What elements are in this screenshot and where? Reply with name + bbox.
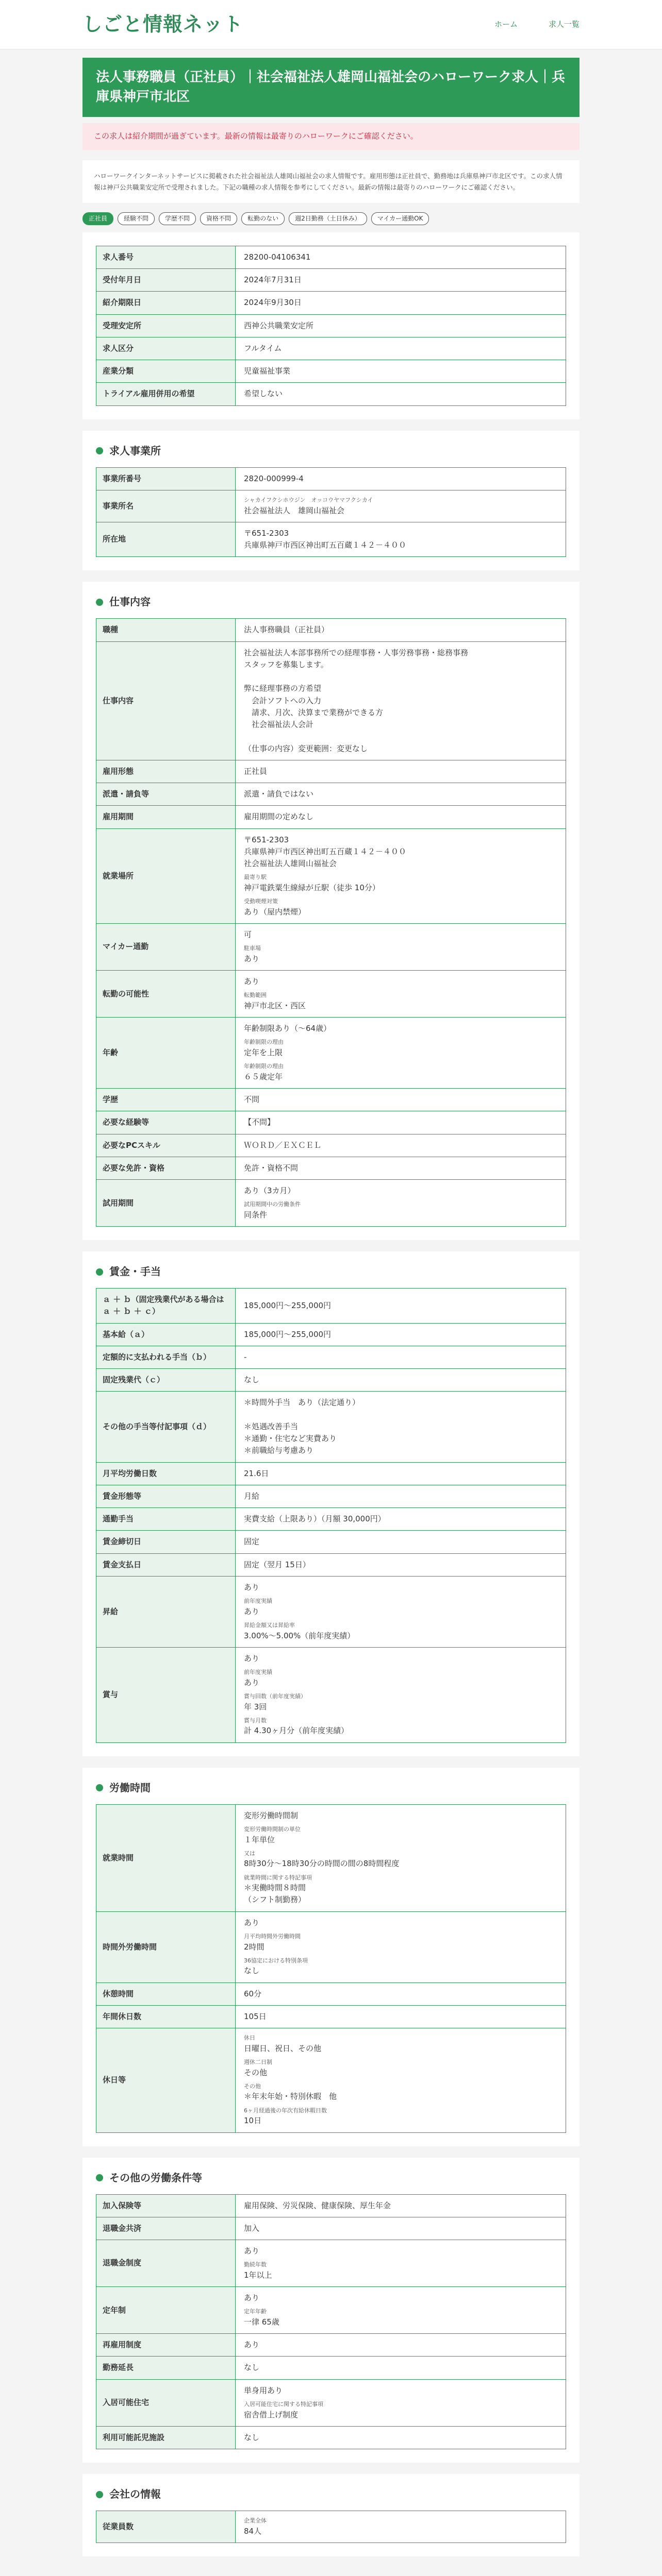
bullet-dot-icon xyxy=(96,2174,103,2181)
table-row xyxy=(96,971,566,1018)
row-value xyxy=(236,2379,566,2426)
bullet-dot-icon xyxy=(96,599,103,606)
table-row xyxy=(96,1804,566,1911)
row-value xyxy=(236,1911,566,1982)
bullet-dot-icon xyxy=(96,1268,103,1276)
field-value: 【不問】 xyxy=(244,1117,275,1127)
field-value: なし xyxy=(244,1966,260,1976)
table-row xyxy=(96,383,566,405)
row-value xyxy=(236,2334,566,2357)
field-value: 〒651-2303 兵庫県神戸市西区神出町五百蔵１４２－４００ 社会福祉法人雄岡山福祉会 xyxy=(244,835,407,869)
field-value: その他 xyxy=(244,2067,268,2077)
work-section xyxy=(82,582,580,1240)
summary-table xyxy=(96,246,566,406)
field-value: 単身用あり xyxy=(244,2385,283,2395)
field-value: 計 4.30ヶ月分（前年度実績） xyxy=(244,1726,349,1736)
row-label: 仕事内容 xyxy=(96,641,236,760)
field-value: あり xyxy=(244,2293,260,2303)
row-label: 入居可能住宅 xyxy=(96,2379,236,2426)
row-value xyxy=(236,467,566,490)
field-value: 神戸電鉄粟生線緑が丘駅（徒歩 10分） xyxy=(244,883,380,892)
row-label: 従業員数 xyxy=(96,2511,236,2543)
row-label: 必要な免許・資格 xyxy=(96,1157,236,1179)
tag: 転勤のない xyxy=(241,212,285,225)
field-sublabel: 36協定における特別条項 xyxy=(244,1957,308,1964)
table-row xyxy=(96,924,566,971)
row-label: 求人区分 xyxy=(96,337,236,360)
table-row xyxy=(96,1911,566,1982)
row-value xyxy=(236,2426,566,2449)
field-value: あり xyxy=(244,1582,260,1592)
row-label: 必要なPCスキル xyxy=(96,1134,236,1157)
table-row xyxy=(96,2357,566,2379)
row-label: 受理安定所 xyxy=(96,314,236,337)
row-label: 退職金共済 xyxy=(96,2217,236,2240)
table-row xyxy=(96,2379,566,2426)
row-label: 基本給（ａ） xyxy=(96,1323,236,1346)
field-value: 10日 xyxy=(244,2116,262,2126)
field-value: あり xyxy=(244,1606,260,1616)
field-value: １年単位 xyxy=(244,1835,275,1844)
field-value: あり xyxy=(244,1677,260,1687)
row-value xyxy=(236,806,566,828)
row-label: 時間外労働時間 xyxy=(96,1911,236,1982)
row-value xyxy=(236,619,566,641)
table-row xyxy=(96,2240,566,2287)
table-row xyxy=(96,2005,566,2028)
section-heading-text: 仕事内容 xyxy=(109,596,151,608)
row-value xyxy=(236,1157,566,1179)
field-value: 加入 xyxy=(244,2223,260,2233)
table-row xyxy=(96,1369,566,1392)
table-row xyxy=(96,1576,566,1647)
field-value: ６５歳定年 xyxy=(244,1072,283,1081)
row-value xyxy=(236,1982,566,2005)
row-label: トライアル雇用併用の希望 xyxy=(96,383,236,405)
field-value: 2時間 xyxy=(244,1942,264,1952)
row-value: フルタイム xyxy=(236,337,566,360)
field-value: 3.00%〜5.00%（前年度実績） xyxy=(244,1631,355,1640)
table-row xyxy=(96,619,566,641)
row-label: 転勤の可能性 xyxy=(96,971,236,1018)
field-sublabel: 年齢制限の理由 xyxy=(244,1063,284,1070)
expired-alert: この求人は紹介期間が過ぎています。最新の情報は最寄りのハローワークにご確認ください。 xyxy=(82,123,580,149)
row-label: 休憩時間 xyxy=(96,1982,236,2005)
work-table xyxy=(96,618,566,1227)
section-heading-text: その他の労働条件等 xyxy=(109,2171,202,2184)
section-heading-text: 労働時間 xyxy=(109,1781,151,1794)
row-value xyxy=(236,1369,566,1392)
table-row xyxy=(96,1323,566,1346)
row-value xyxy=(236,1111,566,1134)
field-sublabel: 最寄り駅 xyxy=(244,874,267,881)
field-value: 神戸市北区・西区 xyxy=(244,1001,306,1010)
table-row xyxy=(96,1157,566,1179)
row-value: 2024年7月31日 xyxy=(236,269,566,292)
field-sublabel: 賞与月数 xyxy=(244,1717,267,1724)
summary-section xyxy=(82,232,580,419)
field-sublabel: 賞与回数（前年度実績） xyxy=(244,1693,306,1700)
field-value: 185,000円〜255,000円 xyxy=(244,1300,332,1310)
row-label: 事業所番号 xyxy=(96,467,236,490)
field-value: 固定 xyxy=(244,1537,260,1547)
table-row xyxy=(96,1111,566,1134)
row-value xyxy=(236,1531,566,1553)
row-label: 昇給 xyxy=(96,1576,236,1647)
field-sublabel: 受動喫煙対策 xyxy=(244,898,278,905)
row-label: 派遣・請負等 xyxy=(96,783,236,806)
office-section xyxy=(82,431,580,571)
table-row xyxy=(96,1180,566,1227)
table-row xyxy=(96,783,566,806)
row-label: 受付年月日 xyxy=(96,269,236,292)
nav-job-list-link[interactable]: 求人一覧 xyxy=(548,19,580,29)
field-value: あり xyxy=(244,1653,260,1663)
row-label: 賃金形態等 xyxy=(96,1485,236,1507)
row-value xyxy=(236,1346,566,1368)
table-row xyxy=(96,806,566,828)
row-value xyxy=(236,2005,566,2028)
field-value: 正社員 xyxy=(244,766,268,776)
field-sublabel: 転勤範囲 xyxy=(244,992,267,999)
table-row xyxy=(96,269,566,292)
row-value xyxy=(236,783,566,806)
row-label: 求人番号 xyxy=(96,246,236,268)
table-row xyxy=(96,828,566,923)
row-value: 児童福祉事業 xyxy=(236,360,566,383)
office-table xyxy=(96,467,566,557)
intro-paragraph: ハローワークインターネットサービスに掲載された社会福祉法人雄岡山福祉会の求人情報です。雇用形態は正社員で、勤務地は兵庫県神戸市北区です。この求人情報は神戸公共職業安定所で受理されました。下記の職種の求人情報を参考にしてください。最新の情報は最寄りのハローワークにご確認ください。 xyxy=(94,172,562,191)
tag: 資格不問 xyxy=(200,212,237,225)
table-row xyxy=(96,2194,566,2217)
row-value xyxy=(236,1134,566,1157)
field-value: 同条件 xyxy=(244,1210,268,1219)
field-sublabel: 前年度実績 xyxy=(244,1598,272,1605)
intro-text xyxy=(82,160,580,204)
field-value: あり xyxy=(244,977,260,987)
company-table xyxy=(96,2511,566,2543)
field-value: 1年以上 xyxy=(244,2270,272,2280)
row-value xyxy=(236,2240,566,2287)
row-value xyxy=(236,1323,566,1346)
section-heading xyxy=(96,1264,566,1280)
section-heading-text: 会社の情報 xyxy=(109,2488,161,2501)
field-value: 年 3回 xyxy=(244,1702,267,1711)
field-sublabel: 6ヶ月経過後の年次有給休暇日数 xyxy=(244,2107,327,2114)
row-value xyxy=(236,2287,566,2334)
table-row xyxy=(96,1089,566,1111)
row-label: 学歴 xyxy=(96,1089,236,1111)
row-label: 年間休日数 xyxy=(96,2005,236,2028)
section-heading-text: 求人事業所 xyxy=(109,444,161,457)
table-row xyxy=(96,1982,566,2005)
field-value: 雇用期間の定めなし xyxy=(244,812,314,822)
wage-table xyxy=(96,1288,566,1742)
table-row xyxy=(96,522,566,557)
section-heading-text: 賃金・手当 xyxy=(109,1265,161,1278)
field-value: 可 xyxy=(244,930,252,939)
table-row xyxy=(96,1508,566,1531)
row-value xyxy=(236,1089,566,1111)
row-value xyxy=(236,1576,566,1647)
table-row xyxy=(96,337,566,360)
row-label: 試用期間 xyxy=(96,1180,236,1227)
table-row xyxy=(96,1531,566,1553)
table-row xyxy=(96,490,566,522)
site-logo[interactable]: しごと情報ネット xyxy=(82,13,244,36)
field-value: あり xyxy=(244,2246,260,2256)
section-heading xyxy=(96,2170,566,2186)
field-sublabel: 又は xyxy=(244,1850,255,1857)
row-value xyxy=(236,1804,566,1911)
field-value: 社会福祉法人 雄岡山福祉会 xyxy=(244,505,345,515)
field-value: 185,000円〜255,000円 xyxy=(244,1329,332,1339)
row-value xyxy=(236,2357,566,2379)
tag: 経験不問 xyxy=(118,212,155,225)
field-value: 派遣・請負ではない xyxy=(244,789,314,799)
field-sublabel: 就業時間に関する特記事項 xyxy=(244,1874,312,1881)
row-label: 必要な経験等 xyxy=(96,1111,236,1134)
field-sublabel: 月平均時間外労働時間 xyxy=(244,1933,301,1940)
table-row xyxy=(96,1346,566,1368)
field-value: 月給 xyxy=(244,1491,260,1501)
field-sublabel: その他 xyxy=(244,2082,261,2090)
field-value: 社会福祉法人本部事務所での経理事務・人事労務事務・総務事務 スタッフを募集します。 弊に経理事務の方希望 会計ソフトへの入力 請求、月次、決算まで業務ができる方 社会福祉法人会計 （仕事の内容）変更範囲：変更なし xyxy=(244,648,469,753)
field-sublabel: 定年年齢 xyxy=(244,2308,267,2315)
row-value xyxy=(236,1462,566,1485)
row-value xyxy=(236,1508,566,1531)
row-label: 賞与 xyxy=(96,1647,236,1742)
field-value: 60分 xyxy=(244,1989,262,1998)
row-value xyxy=(236,2511,566,2543)
field-sublabel: 週休二日制 xyxy=(244,2059,272,2065)
field-value: なし xyxy=(244,1375,260,1385)
field-value: 2820-000999-4 xyxy=(244,473,304,483)
row-label: 紹介期限日 xyxy=(96,292,236,314)
row-value xyxy=(236,924,566,971)
table-row xyxy=(96,1553,566,1576)
row-value xyxy=(236,490,566,522)
company-section xyxy=(82,2474,580,2556)
table-row xyxy=(96,467,566,490)
field-value: ＊年末年始・特別休暇 他 xyxy=(244,2092,337,2102)
table-row xyxy=(96,1392,566,1462)
field-sublabel: 前年度実績 xyxy=(244,1669,272,1676)
tag: 週2日勤務（土日休み） xyxy=(289,212,367,225)
field-sublabel: シャカイフクシホウジン オッコウヤマフクシカイ xyxy=(244,496,373,503)
row-label: 就業時間 xyxy=(96,1804,236,1911)
row-label: 雇用形態 xyxy=(96,760,236,783)
row-label: 通勤手当 xyxy=(96,1508,236,1531)
tag-list xyxy=(82,212,580,225)
table-row xyxy=(96,2217,566,2240)
table-row xyxy=(96,760,566,783)
table-row xyxy=(96,641,566,760)
table-row xyxy=(96,246,566,268)
main-content xyxy=(82,49,580,2556)
field-value: 固定（翌月 15日） xyxy=(244,1560,310,1569)
field-value: 定年を上限 xyxy=(244,1048,283,1058)
section-heading xyxy=(96,443,566,459)
field-value: ＊実働時間８時間 （シフト制勤務） xyxy=(244,1883,306,1905)
section-heading xyxy=(96,594,566,610)
table-row xyxy=(96,360,566,383)
field-value: 〒651-2303 兵庫県神戸市西区神出町五百蔵１４２－４００ xyxy=(244,528,407,550)
tag: マイカー通勤OK xyxy=(371,212,429,225)
bullet-dot-icon xyxy=(96,2491,103,2498)
row-label: 再雇用制度 xyxy=(96,2334,236,2357)
row-label: 固定残業代（ｃ） xyxy=(96,1369,236,1392)
row-value xyxy=(236,2028,566,2132)
table-row xyxy=(96,1462,566,1485)
field-value: 21.6日 xyxy=(244,1468,269,1478)
nav-home-link[interactable]: ホーム xyxy=(494,19,518,29)
table-row xyxy=(96,1289,566,1324)
field-value: 宿舎借上げ制度 xyxy=(244,2410,299,2419)
row-label: 勤務延長 xyxy=(96,2357,236,2379)
table-row xyxy=(96,292,566,314)
field-sublabel: 変形労働時間制の単位 xyxy=(244,1825,301,1833)
field-value: 84人 xyxy=(244,2526,262,2536)
row-value: 28200-04106341 xyxy=(236,246,566,268)
field-value: 105日 xyxy=(244,2011,267,2021)
row-value xyxy=(236,1180,566,1227)
row-label: 就業場所 xyxy=(96,828,236,923)
field-value: - xyxy=(244,1352,247,1362)
row-label: 月平均労働日数 xyxy=(96,1462,236,1485)
row-value: 2024年9月30日 xyxy=(236,292,566,314)
field-value: 日曜日、祝日、その他 xyxy=(244,2043,322,2053)
field-value: 雇用保険、労災保険、健康保険、厚生年金 xyxy=(244,2200,391,2210)
row-value xyxy=(236,1485,566,1507)
row-label: 定額的に支払われる手当（ｂ） xyxy=(96,1346,236,1368)
field-value: 実費支給（上限あり）（月額 30,000円） xyxy=(244,1514,386,1524)
row-label: 賃金支払日 xyxy=(96,1553,236,1576)
row-label: マイカー通勤 xyxy=(96,924,236,971)
row-value xyxy=(236,2217,566,2240)
bullet-dot-icon xyxy=(96,447,103,454)
row-value xyxy=(236,1289,566,1324)
row-label: 雇用期間 xyxy=(96,806,236,828)
field-value: 年齢制限あり（〜64歳） xyxy=(244,1024,332,1033)
site-header xyxy=(0,0,662,49)
field-sublabel: 駐車場 xyxy=(244,945,261,952)
site-nav xyxy=(494,19,580,30)
row-label: 休日等 xyxy=(96,2028,236,2132)
tag-employment-type: 正社員 xyxy=(82,212,113,225)
table-row xyxy=(96,1485,566,1507)
section-heading xyxy=(96,2486,566,2502)
row-label: 退職金制度 xyxy=(96,2240,236,2287)
row-label: ａ ＋ ｂ（固定残業代がある場合はａ ＋ ｂ ＋ ｃ） xyxy=(96,1289,236,1324)
row-value xyxy=(236,2194,566,2217)
row-value: 希望しない xyxy=(236,383,566,405)
field-sublabel: 勤続年数 xyxy=(244,2261,267,2268)
row-value xyxy=(236,1018,566,1089)
row-label: 所在地 xyxy=(96,522,236,557)
field-value: あり（3カ月） xyxy=(244,1186,295,1196)
row-label: 年齢 xyxy=(96,1018,236,1089)
field-value: 法人事務職員（正社員） xyxy=(244,625,329,635)
field-sublabel: 休日 xyxy=(244,2035,255,2042)
row-value: 西神公共職業安定所 xyxy=(236,314,566,337)
row-label: 利用可能託児施設 xyxy=(96,2426,236,2449)
field-sublabel: 昇給金額又は昇給率 xyxy=(244,1622,295,1629)
tag: 学歴不問 xyxy=(159,212,196,225)
section-heading xyxy=(96,1780,566,1796)
row-value xyxy=(236,971,566,1018)
table-row xyxy=(96,2334,566,2357)
field-value: あり xyxy=(244,2340,260,2350)
row-value xyxy=(236,522,566,557)
table-row xyxy=(96,2426,566,2449)
wage-section xyxy=(82,1251,580,1756)
field-value: なし xyxy=(244,2432,260,2442)
row-label: 事業所名 xyxy=(96,490,236,522)
row-value xyxy=(236,1553,566,1576)
field-value: 免許・資格不問 xyxy=(244,1163,299,1173)
table-row xyxy=(96,1018,566,1089)
field-sublabel: 試用期間中の労働条件 xyxy=(244,1201,301,1208)
other-table xyxy=(96,2194,566,2450)
field-value: ＊時間外手当 あり（法定通り） ＊処遇改善手当 ＊通勤・住宅など実費あり ＊前職給与考慮あり xyxy=(244,1398,360,1455)
row-label: 賃金締切日 xyxy=(96,1531,236,1553)
table-row xyxy=(96,2028,566,2132)
row-value xyxy=(236,1647,566,1742)
table-row xyxy=(96,2287,566,2334)
row-value xyxy=(236,1392,566,1462)
field-value: 一律 65歳 xyxy=(244,2317,279,2327)
row-label: 定年制 xyxy=(96,2287,236,2334)
field-value: あり xyxy=(244,1918,260,1927)
field-value: あり xyxy=(244,954,260,963)
row-value xyxy=(236,641,566,760)
row-value xyxy=(236,760,566,783)
field-value: 不問 xyxy=(244,1095,260,1105)
field-value: 変形労働時間制 xyxy=(244,1810,299,1820)
field-sublabel: 年齢制限の理由 xyxy=(244,1039,284,1046)
job-title: 法人事務職員（正社員）｜社会福祉法人雄岡山福祉会のハローワーク求人｜兵庫県神戸市北区 xyxy=(82,58,580,117)
hours-section xyxy=(82,1768,580,2146)
hours-table xyxy=(96,1804,566,2133)
table-row xyxy=(96,1647,566,1742)
table-row xyxy=(96,1134,566,1157)
row-label: 加入保険等 xyxy=(96,2194,236,2217)
row-value xyxy=(236,828,566,923)
field-value: 8時30分〜18時30分の時間の間の8時間程度 xyxy=(244,1859,400,1869)
field-sublabel: 企業全体 xyxy=(244,2517,267,2524)
row-label: 産業分類 xyxy=(96,360,236,383)
field-value: あり（屋内禁煙） xyxy=(244,907,306,917)
bullet-dot-icon xyxy=(96,1784,103,1791)
other-conditions-section xyxy=(82,2158,580,2463)
row-label: その他の手当等付記事項（ｄ） xyxy=(96,1392,236,1462)
field-value: なし xyxy=(244,2363,260,2372)
field-value: ＷＯＲＤ／ＥＸＣＥＬ xyxy=(244,1140,322,1150)
table-row xyxy=(96,314,566,337)
field-sublabel: 入居可能住宅に関する特記事項 xyxy=(244,2400,323,2408)
row-label: 職種 xyxy=(96,619,236,641)
table-row xyxy=(96,2511,566,2543)
